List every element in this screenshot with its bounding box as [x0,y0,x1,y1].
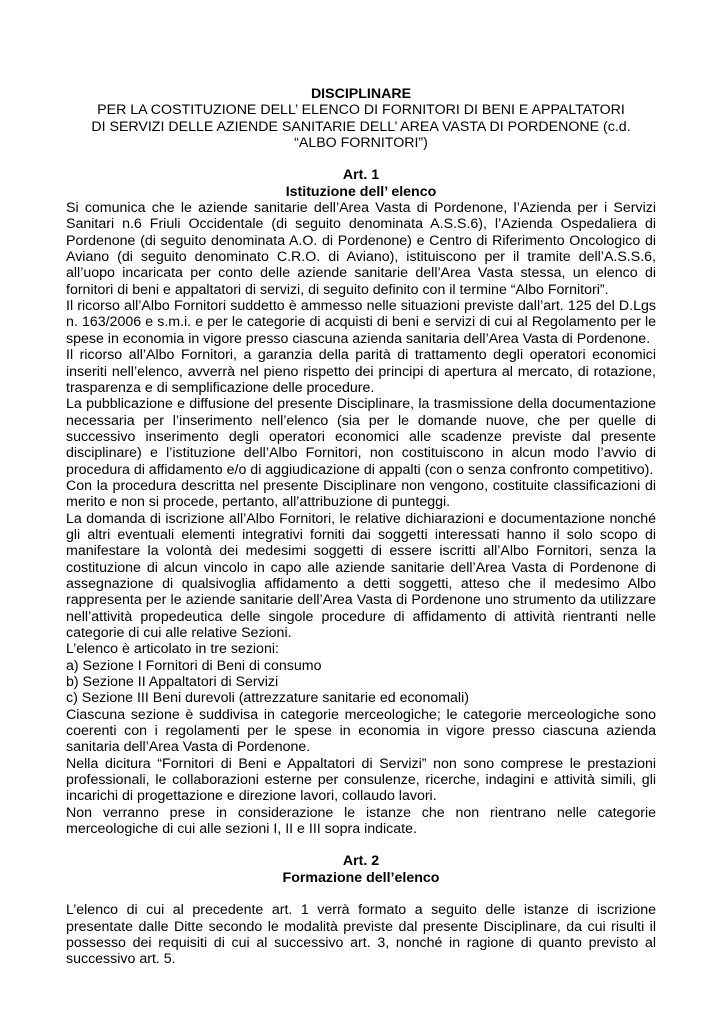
section-list-item: a) Sezione I Fornitori di Beni di consumo [66,657,322,674]
document-page [66,86,656,968]
sections-list-intro: L’elenco è articolato in tre sezioni: [66,641,279,658]
title-line-4: “ALBO FORNITORI”) [294,135,428,152]
section-list-item: c) Sezione III Beni durevoli (attrezzature sanitarie ed economali) [66,690,469,707]
document-title [66,86,656,151]
article-1-closing-paragraph: Ciascuna sezione è suddivisa in categorie merceologiche; le categorie merceologiche sono coerenti con i regolamenti per le spese in economia in vigore presso ciascuna azienda sanitaria dell’Area Vasta di Pordenone. [66,706,656,756]
article-1-paragraph: Con la procedura descritta nel presente Disciplinare non vengono, costituite classificazioni di merito e non si procede, pertanto, all’attribuzione di punteggi. [66,477,656,511]
section-list-item: b) Sezione II Appaltatori di Servizi [66,674,279,691]
article-2-paragraph: L’elenco di cui al precedente art. 1 verrà formato a seguito delle istanze di iscrizione presentate dalle Ditte secondo le modalità previste dal presente Disciplinare, da cui risulti il possesso dei requisiti di cui al successivo art. 3, nonché in ragione di quanto previsto al successivo art. 5. [66,902,656,968]
article-1-number: Art. 1 [342,167,380,184]
title-line-3: DI SERVIZI DELLE AZIENDE SANITARIE DELL’ AREA VASTA DI PORDENONE (c.d. [91,118,631,135]
article-1-heading: Istituzione dell’ elenco [285,183,437,200]
title-line-1: DISCIPLINARE [310,86,412,102]
article-1-closing-paragraph: Nella dicitura “Fornitori di Beni e Appaltatori di Servizi” non sono comprese le prestazioni professionali, le collaborazioni esterne per consulenze, ricerche, indagini e attività simili, gli incarichi di progettazione e direzione lavori, collaudo lavori. [66,755,656,805]
article-1-closing-paragraph: Non verranno prese in considerazione le istanze che non rientrano nelle categorie merceologiche di cui alle sezioni I, II e III sopra indicate. [66,804,656,838]
article-1-paragraph: La domanda di iscrizione all’Albo Fornitori, le relative dichiarazioni e documentazione nonché gli altri eventuali elementi integrativi forniti dai soggetti interessati hanno il solo scopo di manifestare la volontà dei medesimi soggetti di essere iscritti all’Albo Fornitori, senza la costituzione di alcun vincolo in capo alle aziende sanitarie dell’Area Vasta di Pordenone di assegnazione di qualsivoglia affidamento a detti soggetti, atteso che il medesimo Albo rappresenta per le aziende sanitarie dell’Area Vasta di Pordenone uno strumento da utilizzare nell’attività propedeutica delle singole procedure di affidamento di attività rientranti nelle categorie di cui alle relative Sezioni. [66,510,656,641]
article-1-paragraph: Il ricorso all’Albo Fornitori, a garanzia della parità di trattamento degli operatori economici inseriti nell’elenco, avverrà nel pieno rispetto dei principi di apertura al mercato, di rotazione, trasparenza e di semplificazione delle procedure. [66,347,656,396]
article-1-paragraph: Il ricorso all’Albo Fornitori suddetto è ammesso nelle situazioni previste dall’art. 125 del D.Lgs n. 163/2006 e s.m.i. e per le categorie di acquisti di beni e servizi di cui al Regolamento per le spese in economia in vigore presso ciascuna azienda sanitaria dell’Area Vasta di Pordenone. [66,298,656,347]
title-line-2: PER LA COSTITUZIONE DELL’ ELENCO DI FORNITORI DI BENI E APPALTATORI [97,102,625,119]
spacer [66,886,656,902]
article-2-heading: Formazione dell’elenco [282,869,440,886]
article-1-paragraph: La pubblicazione e diffusione del presente Disciplinare, la trasmissione della documentazione necessaria per l’inserimento nell’elenco (sia per le domande nuove, che per quelle di successivo inserimento degli operatori economici alle scadenze previste dal presente disciplinare) e l’istituzione dell’Albo Fornitori, non costituiscono in alcun modo l’avvio di procedura di affidamento e/o di aggiudicazione di appalti (con o senza confronto competitivo). [66,396,656,478]
article-1-paragraph: Si comunica che le aziende sanitarie dell’Area Vasta di Pordenone, l’Azienda per i Servizi Sanitari n.6 Friuli Occidentale (di seguito denominata A.S.S.6), l’Azienda Ospedaliera di Pordenone (di seguito denominata A.O. di Pordenone) e Centro di Riferimento Oncologico di Aviano (di seguito denominato C.R.O. di Aviano), istituiscono per il tramite dell’A.S.S.6, all’uopo incaricata per conto delle aziende sanitarie dell’Area Vasta stessa, un elenco di fornitori di beni e appaltatori di servizi, di seguito definito con il termine “Albo Fornitori”. [66,200,656,298]
article-2-number: Art. 2 [342,853,380,870]
